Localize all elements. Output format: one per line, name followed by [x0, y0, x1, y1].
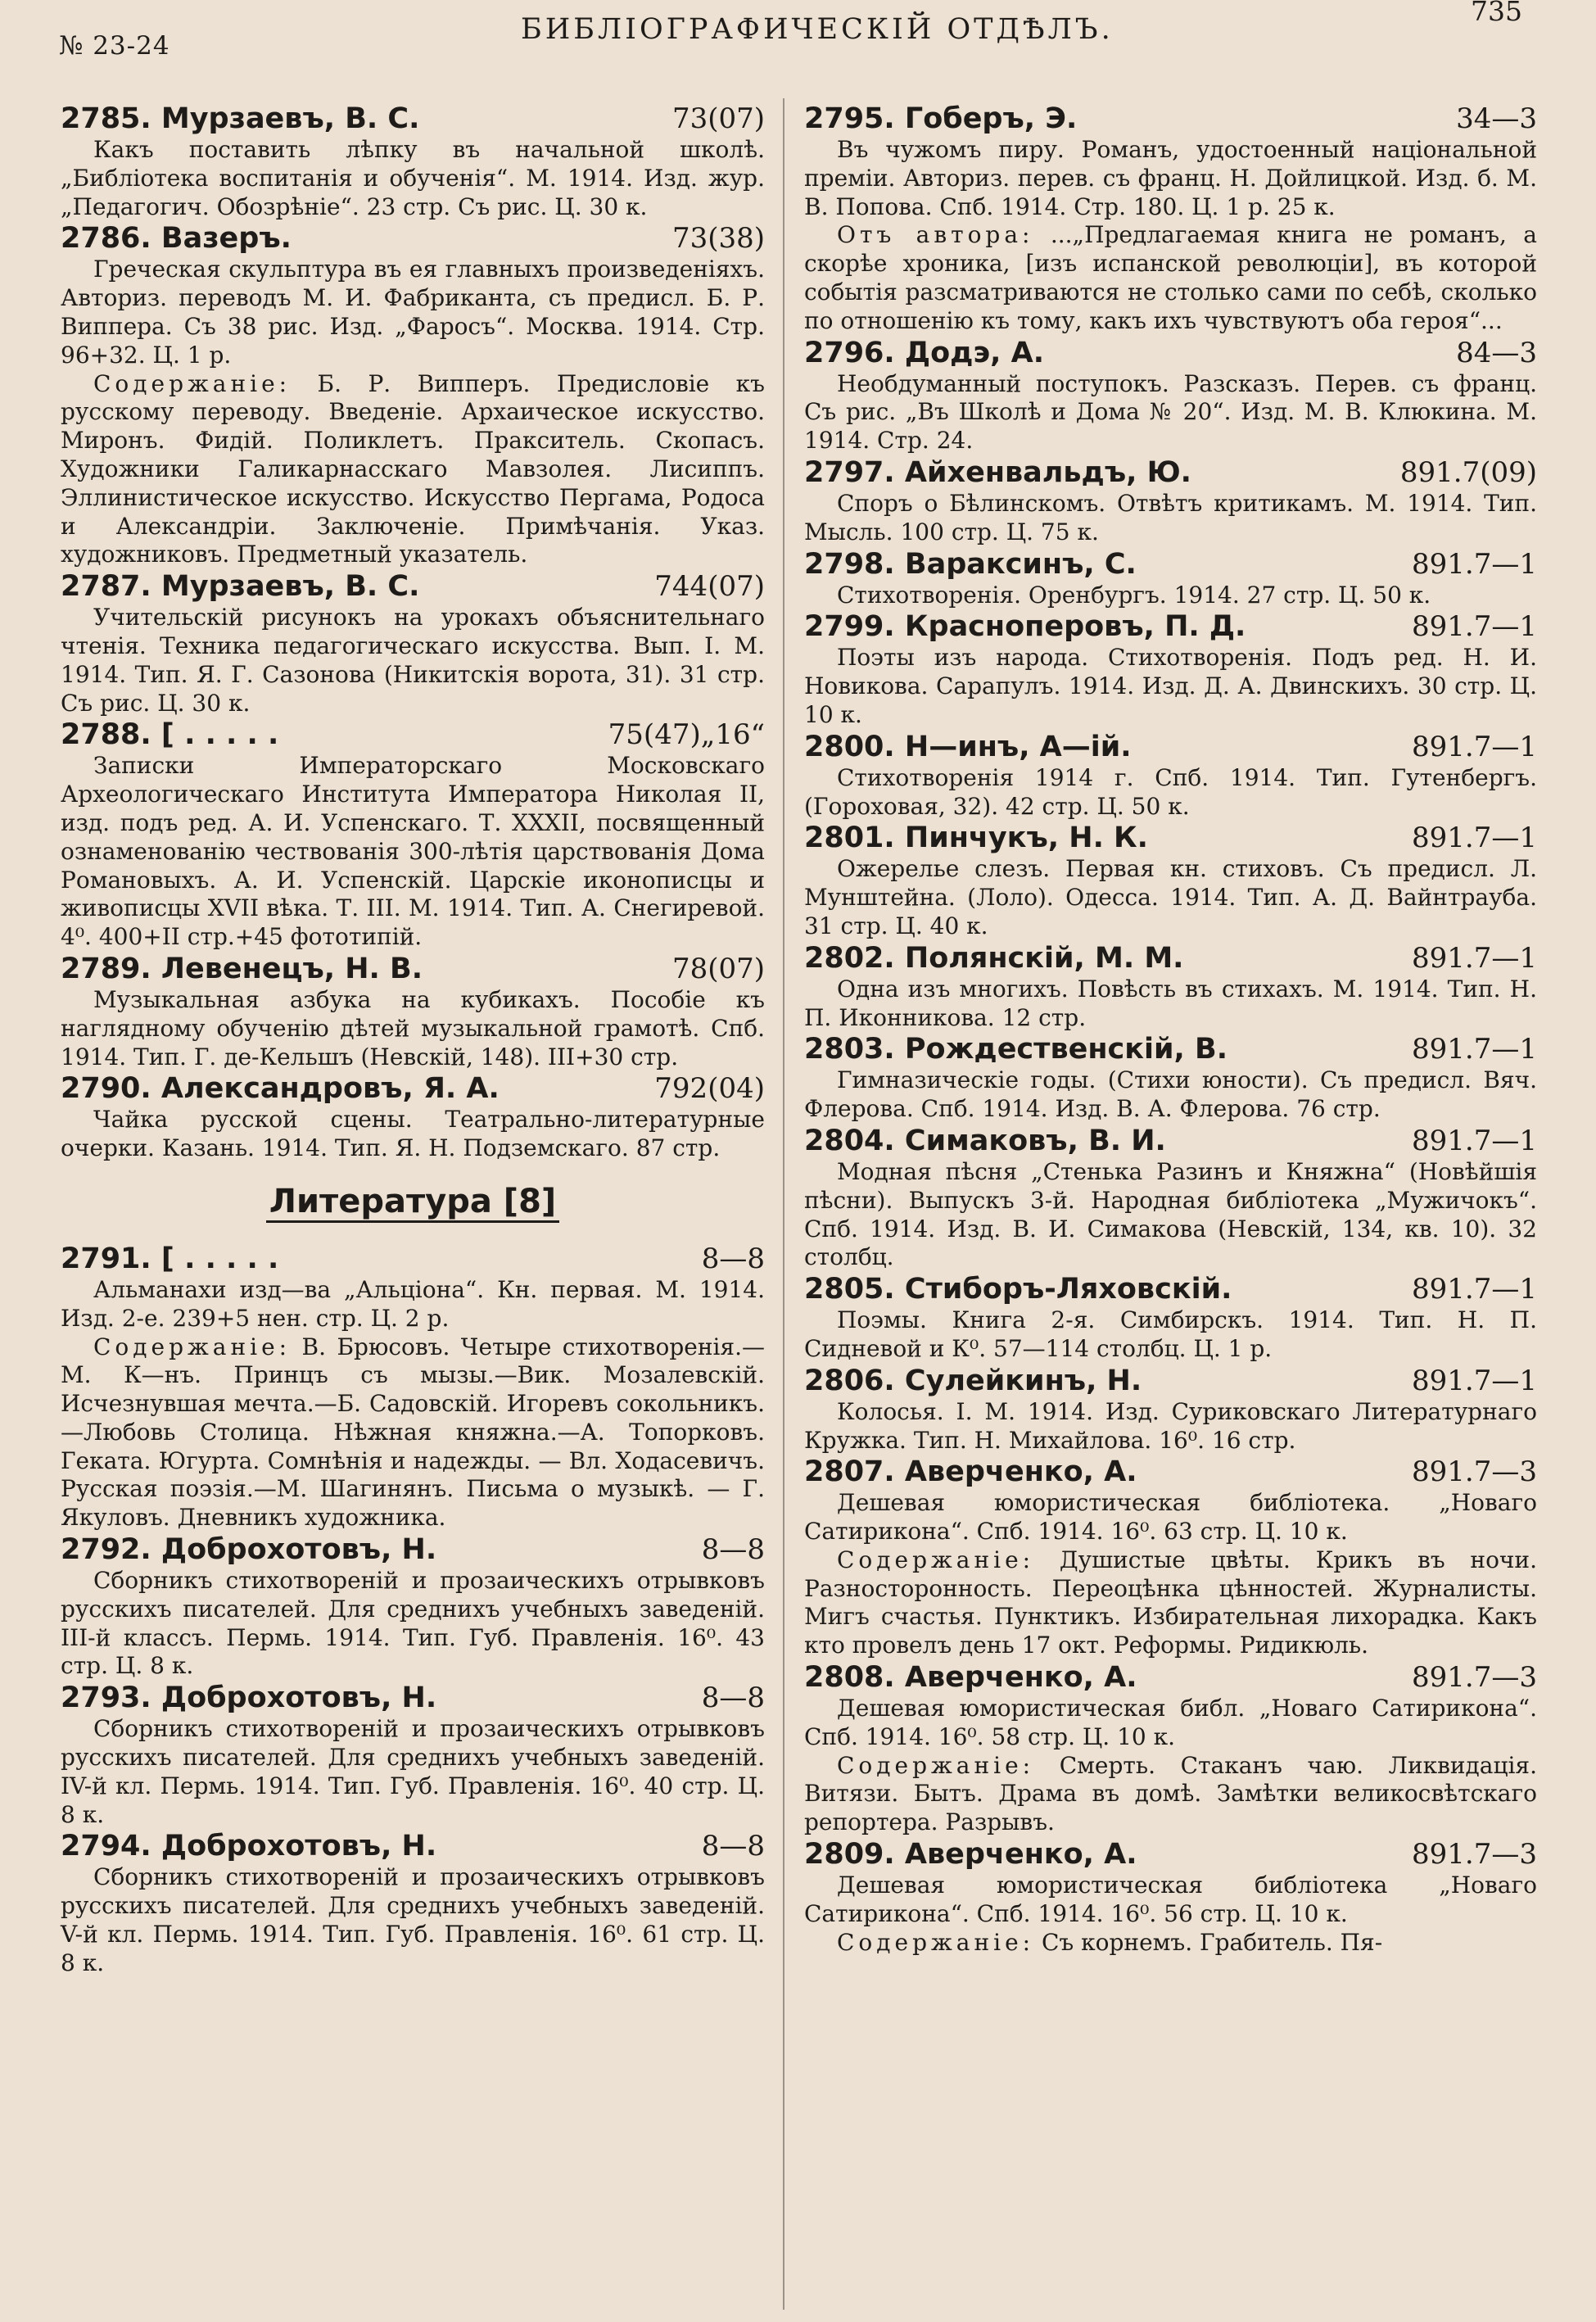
- bibliography-entry: [804, 1660, 1537, 1837]
- entry-heading: [804, 455, 1537, 490]
- entry-contents: [61, 370, 765, 570]
- bibliography-entry: [804, 1837, 1537, 1957]
- entry-classification: 8—8: [701, 1830, 765, 1863]
- entry-number: 2793.: [61, 1682, 151, 1715]
- entry-heading: [61, 952, 765, 986]
- bibliography-entry: [61, 717, 765, 952]
- entry-author: Пинчукъ, Н. К.: [904, 822, 1148, 855]
- entry-classification: 891.7—1: [1412, 1273, 1537, 1306]
- entry-title: [804, 102, 1077, 136]
- column-divider: [783, 98, 784, 2310]
- entry-author: Вараксинъ, С.: [904, 547, 1137, 581]
- left-entries: [61, 102, 765, 1163]
- entry-classification: 34—3: [1456, 102, 1537, 135]
- entry-heading: [61, 1071, 765, 1106]
- entry-number: 2808.: [804, 1661, 895, 1695]
- entry-author: [ . . . . .: [161, 718, 279, 752]
- entry-classification: 8—8: [701, 1533, 765, 1567]
- entry-number: 2801.: [804, 822, 895, 855]
- entry-description: Сборникъ стихотвореній и прозаическихъ отрывковъ русскихъ писателей. Для среднихъ учебныхъ заведеній. III-й классъ. Пермь. 1914. Тип. Губ. Правленія. 16⁰. 43 стр. Ц. 8 к.: [61, 1567, 765, 1680]
- entry-classification: 891.7—3: [1412, 1661, 1537, 1695]
- page-header: [0, 0, 1596, 66]
- entry-title: [804, 821, 1148, 855]
- entry-title: [804, 1837, 1137, 1872]
- entry-title: [61, 1242, 278, 1276]
- bibliography-entry: [61, 1071, 765, 1163]
- entry-number: 2790.: [61, 1072, 151, 1106]
- bibliography-entry: [804, 730, 1537, 822]
- entry-heading: [61, 569, 765, 604]
- entry-description: Гимназическіе годы. (Стихи юности). Съ предисл. Вяч. Флерова. Спб. 1914. Изд. В. А. Флерова. 76 стр.: [804, 1066, 1537, 1123]
- entry-classification: 891.7—1: [1412, 547, 1537, 581]
- entry-title: [61, 221, 292, 256]
- contents-text: Съ корнемъ. Грабитель. Пя-: [1042, 1928, 1383, 1956]
- entry-heading: [61, 1681, 765, 1715]
- bibliography-entry: [804, 547, 1537, 610]
- entry-heading: [804, 609, 1537, 644]
- entry-author: [ . . . . .: [161, 1242, 279, 1275]
- entry-number: 2794.: [61, 1830, 151, 1863]
- entry-title: [61, 952, 423, 986]
- entry-classification: 891.7—1: [1412, 822, 1537, 855]
- entry-classification: 891.7—1: [1412, 730, 1537, 763]
- entry-classification: 891.7—1: [1412, 941, 1537, 975]
- entry-classification: 891.7—1: [1412, 1364, 1537, 1397]
- entry-heading: [804, 1032, 1537, 1066]
- entry-title: [61, 1681, 436, 1715]
- right-entries: [804, 102, 1537, 1957]
- bibliography-entry: [61, 102, 765, 221]
- entry-title: [804, 730, 1132, 764]
- left-column: [61, 102, 765, 1978]
- bibliography-entry: [804, 609, 1537, 729]
- entry-description: Модная пѣсня „Стенька Разинъ и Княжна“ (Новѣйшія пѣсни). Выпускъ 3-й. Народная библіотека „Мужичокъ“. Спб. 1914. Изд. В. И. Симакова (Невскій, 134, кв. 10). 32 столбц.: [804, 1157, 1537, 1271]
- entry-author: Доброхотовъ, Н.: [161, 1533, 437, 1567]
- entry-heading: [61, 1829, 765, 1863]
- entry-heading: [804, 336, 1537, 370]
- entry-author: Вазеръ.: [161, 222, 292, 256]
- bibliography-entry: [804, 1455, 1537, 1660]
- entry-description: Греческая скульптура въ ея главныхъ произведеніяхъ. Авториз. переводъ М. И. Фабриканта, съ предисл. Б. Р. Виппера. Съ 38 рис. Изд. „Фаросъ“. Москва. 1914. Стр. 96+32. Ц. 1 р.: [61, 256, 765, 369]
- bibliography-entry: [61, 952, 765, 1071]
- entry-author: Симаковъ, В. И.: [904, 1124, 1166, 1157]
- entry-number: 2805.: [804, 1273, 895, 1306]
- entry-heading: [804, 1124, 1537, 1158]
- entry-number: 2796.: [804, 336, 895, 369]
- entry-heading: [804, 1272, 1537, 1306]
- entry-contents: [804, 1752, 1537, 1837]
- entry-author: Рождественскій, В.: [904, 1033, 1228, 1066]
- bibliography-entry: [804, 1272, 1537, 1364]
- entry-author: Аверченко, А.: [904, 1838, 1137, 1872]
- entry-heading: [804, 941, 1537, 975]
- contents-text: ...„Предлагаемая книга не романъ, а скорѣе хроника, [изъ испанской революціи], въ которой событія разсматриваются не столько сами по себѣ, сколько по отношенію къ тому, какъ ихъ чувствуютъ оба героя“...: [804, 221, 1537, 334]
- entry-title: [61, 1829, 436, 1863]
- entry-classification: 891.7—3: [1412, 1455, 1537, 1489]
- right-column: [804, 102, 1537, 1957]
- entry-description: Поэты изъ народа. Стихотворенія. Подъ ред. Н. И. Новикова. Сарапулъ. 1914. Изд. Д. А. Двинскихъ. 30 стр. Ц. 10 к.: [804, 644, 1537, 728]
- entry-classification: 744(07): [654, 570, 765, 604]
- bibliography-entry: [61, 1681, 765, 1829]
- entry-description: Чайка русской сцены. Театрально-литературные очерки. Казань. 1914. Тип. Я. Н. Подземскаго. 87 стр.: [61, 1106, 765, 1162]
- entry-description: Стихотворенія. Оренбургъ. 1914. 27 стр. Ц. 50 к.: [837, 581, 1431, 609]
- entry-classification: 73(38): [671, 222, 765, 256]
- entry-classification: 8—8: [701, 1242, 765, 1275]
- entry-heading: [61, 221, 765, 256]
- contents-text: В. Брюсовъ. Четыре стихотворенія.—М. К—нъ. Принцъ съ мызы.—Вик. Мозалевскій. Исчезнувшая мечта.—Б. Садовскій. Игоревъ сокольникъ.—Любовь Столица. Нѣжная княжна.—А. Топорковъ. Геката. Югурта. Сомнѣнія и надежды. — Вл. Ходасевичъ. Русская поэзія.—М. Шагинянъ. Письма о музыкѣ. — Г. Якуловъ. Дневникъ художника.: [61, 1333, 765, 1532]
- entry-number: 2797.: [804, 455, 895, 489]
- entry-title: [61, 717, 278, 752]
- entry-title: [804, 1032, 1228, 1066]
- entry-description: Ожерелье слезъ. Первая кн. стиховъ. Съ предисл. Л. Мунштейна. (Лоло). Одесса. 1914. Тип. А. Д. Вайнтрауба. 31 стр. Ц. 40 к.: [804, 855, 1537, 939]
- contents-label: Содержаніе:: [837, 1928, 1035, 1956]
- entry-author: Доброхотовъ, Н.: [161, 1830, 437, 1863]
- entry-author: Аверченко, А.: [904, 1661, 1137, 1695]
- entry-description: Споръ о Бѣлинскомъ. Отвѣтъ критикамъ. М. 1914. Тип. Мысль. 100 стр. Ц. 75 к.: [804, 489, 1537, 545]
- entry-author: Стиборъ-Ляховскій.: [904, 1273, 1232, 1306]
- entry-description: Дешевая юмористическая библіотека. „Новаго Сатирикона“. Спб. 1914. 16⁰. 63 стр. Ц. 10 к.: [804, 1489, 1537, 1546]
- entry-description: Учительскій рисунокъ на урокахъ объяснительнаго чтенія. Техника педагогическаго искусства. Вып. I. М. 1914. Тип. Я. Г. Сазонова (Никитскія ворота, 31). 31 стр. Съ рис. Ц. 30 к.: [61, 604, 765, 717]
- entry-number: 2785.: [61, 102, 151, 135]
- entry-author: Аверченко, А.: [904, 1455, 1137, 1489]
- entry-author: Мурзаевъ, В. С.: [161, 570, 420, 604]
- entry-description: Альманахи изд—ва „Альціона“. Кн. первая. М. 1914. Изд. 2-е. 239+5 нен. стр. Ц. 2 р.: [61, 1275, 765, 1332]
- bibliography-entry: [804, 455, 1537, 547]
- bibliography-entry: [804, 1032, 1537, 1124]
- entry-heading: [804, 821, 1537, 855]
- entry-author: Доброхотовъ, Н.: [161, 1682, 437, 1715]
- entry-author: Гоберъ, Э.: [904, 102, 1078, 135]
- entry-classification: 891.7—3: [1412, 1838, 1537, 1872]
- entry-author: Полянскій, М. М.: [904, 941, 1184, 975]
- contents-label: Содержаніе:: [837, 1546, 1035, 1573]
- entry-heading: [804, 1455, 1537, 1489]
- entry-number: 2792.: [61, 1533, 151, 1567]
- entry-description: Въ чужомъ пиру. Романъ, удостоенный національной преміи. Авториз. перев. съ франц. Н. Дойлицкой. Изд. б. М. В. Попова. Спб. 1914. Стр. 180. Ц. 1 р. 25 к.: [804, 136, 1537, 220]
- entry-title: [61, 1532, 436, 1567]
- entry-number: 2787.: [61, 570, 151, 604]
- bibliography-entry: [61, 1242, 765, 1532]
- entry-title: [804, 1364, 1142, 1398]
- entry-classification: 891.7—1: [1412, 610, 1537, 644]
- entry-author: Левенецъ, Н. В.: [161, 952, 423, 985]
- entry-heading: [804, 1660, 1537, 1695]
- entry-number: 2804.: [804, 1124, 895, 1157]
- entry-description: Записки Императорскаго Московскаго Археологическаго Института Императора Николая II, изд. подъ ред. А. И. Успенскаго. Т. XXXII, посвященный ознаменованію чествованія 300-лѣтія царствованія Дома Романовыхъ. А. И. Успенскій. Царскіе иконописцы и живописцы XVII вѣка. Т. III. М. 1914. Тип. А. Снегиревой. 4⁰. 400+II стр.+45 фототипій.: [61, 752, 765, 951]
- entry-classification: 8—8: [701, 1682, 765, 1715]
- entry-heading: [804, 102, 1537, 136]
- section-heading-text: Литература [8]: [266, 1183, 559, 1223]
- entry-author: Н—инъ, А—ій.: [904, 730, 1132, 763]
- entry-title: [804, 455, 1191, 490]
- section-title: БИБЛІОГРАФИЧЕСКІЙ ОТДѢЛЪ.: [521, 13, 1114, 46]
- contents-label: Отъ автора:: [837, 221, 1034, 249]
- entry-author: Сулейкинъ, Н.: [904, 1364, 1142, 1397]
- entry-classification: 75(47)„16“: [608, 718, 765, 752]
- entry-description: Колосья. I. М. 1914. Изд. Суриковскаго Литературнаго Кружка. Тип. Н. Михайлова. 16⁰. 16 стр.: [804, 1397, 1537, 1454]
- entry-title: [804, 547, 1137, 582]
- entry-description: Сборникъ стихотвореній и прозаическихъ отрывковъ русскихъ писателей. Для среднихъ учебныхъ заведеній. V-й кл. Пермь. 1914. Тип. Губ. Правленія. 16⁰. 61 стр. Ц. 8 к.: [61, 1863, 765, 1976]
- contents-label: Содержаніе:: [837, 1751, 1035, 1779]
- entry-number: 2800.: [804, 730, 895, 763]
- bibliography-entry: [61, 569, 765, 717]
- bibliography-entry: [804, 1364, 1537, 1455]
- entry-description: Музыкальная азбука на кубикахъ. Пособіе къ наглядному обученію дѣтей музыкальной грамотѣ. Спб. 1914. Тип. Г. де-Кельшъ (Невскій, 148). III+30 стр.: [61, 985, 765, 1070]
- entry-number: 2807.: [804, 1455, 895, 1489]
- entry-description: Поэмы. Книга 2-я. Симбирскъ. 1914. Тип. Н. П. Сидневой и К⁰. 57—114 столбц. Ц. 1 р.: [804, 1306, 1537, 1362]
- bibliography-entry: [804, 941, 1537, 1033]
- contents-text: Смерть. Стаканъ чаю. Ликвидація. Витязи. Бытъ. Драма въ домѣ. Замѣтки великосвѣтскаго репортера. Разрывъ.: [804, 1751, 1537, 1836]
- entry-classification: 891.7—1: [1412, 1124, 1537, 1157]
- entry-heading: [61, 717, 765, 752]
- bibliography-entry: [804, 336, 1537, 455]
- entry-description: Необдуманный поступокъ. Разсказъ. Перев. съ франц. Съ рис. „Въ Школѣ и Дома № 20“. Изд. М. В. Клюкина. М. 1914. Стр. 24.: [804, 369, 1537, 455]
- entry-heading: [804, 547, 1537, 582]
- bibliography-entry: [61, 221, 765, 569]
- entry-heading: [804, 1837, 1537, 1872]
- bibliography-entry: [61, 1532, 765, 1681]
- entry-classification: 891.7(09): [1399, 455, 1537, 489]
- entry-classification: 84—3: [1456, 336, 1537, 369]
- entry-description: Стихотворенія 1914 г. Спб. 1914. Тип. Гутенбергъ. (Гороховая, 32). 42 стр. Ц. 50 к.: [804, 763, 1537, 820]
- entry-classification: 792(04): [654, 1072, 765, 1106]
- contents-text: Душистые цвѣты. Крикъ въ ночи. Разносторонность. Переоцѣнка цѣнностей. Журналисты. Мигъ счастья. Пунктикъ. Избирательная лихорадка. Какъ кто провелъ день 17 окт. Реформы. Ридикюль.: [804, 1546, 1537, 1659]
- entry-title: [804, 1124, 1166, 1158]
- entry-title: [804, 1272, 1232, 1306]
- entry-heading: [61, 102, 765, 136]
- entry-heading: [61, 1532, 765, 1567]
- bibliography-entry: [804, 1124, 1537, 1272]
- entry-contents: [804, 1546, 1537, 1660]
- entry-description: Дешевая юмористическая библіотека „Новаго Сатирикона“. Спб. 1914. 16⁰. 56 стр. Ц. 10 к.: [804, 1872, 1537, 1927]
- entry-title: [804, 336, 1044, 370]
- entry-heading: [804, 1364, 1537, 1398]
- entry-number: 2789.: [61, 952, 151, 985]
- entry-classification: 73(07): [671, 102, 765, 135]
- entry-classification: 891.7—1: [1412, 1033, 1537, 1066]
- entry-author: Александровъ, Я. А.: [161, 1072, 500, 1106]
- page-number: 735: [1471, 0, 1522, 27]
- entry-heading: [804, 730, 1537, 764]
- bibliography-entry: [804, 102, 1537, 336]
- entry-description: Какъ поставить лѣпку въ начальной школѣ. „Библіотека воспитанія и обученія“. М. 1914. Изд. жур. „Педагогич. Обозрѣніе“. 23 стр. Съ рис. Ц. 30 к.: [61, 136, 765, 220]
- entry-number: 2791.: [61, 1242, 151, 1275]
- entry-description: Дешевая юмористическая библ. „Новаго Сатирикона“. Спб. 1914. 16⁰. 58 стр. Ц. 10 к.: [804, 1695, 1537, 1750]
- contents-label: Содержаніе:: [93, 369, 292, 397]
- entry-description: Одна изъ многихъ. Повѣсть въ стихахъ. М. 1914. Тип. Н. П. Иконникова. 12 стр.: [804, 975, 1537, 1031]
- entry-classification: 78(07): [671, 952, 765, 985]
- entry-title: [804, 1455, 1137, 1489]
- entry-number: 2798.: [804, 547, 895, 581]
- issue-number: № 23-24: [59, 31, 170, 61]
- bibliography-entry: [804, 821, 1537, 940]
- entry-title: [804, 941, 1183, 975]
- section-heading: [61, 1181, 765, 1222]
- entry-author: Красноперовъ, П. Д.: [904, 610, 1246, 644]
- entry-author: Додэ, А.: [904, 336, 1045, 369]
- entry-title: [61, 1071, 500, 1106]
- entry-number: 2806.: [804, 1364, 895, 1397]
- entry-number: 2788.: [61, 718, 151, 752]
- entry-number: 2799.: [804, 610, 895, 644]
- entry-author: Айхенвальдъ, Ю.: [904, 455, 1191, 489]
- entry-number: 2803.: [804, 1033, 895, 1066]
- entry-heading: [61, 1242, 765, 1276]
- entry-author: Мурзаевъ, В. С.: [161, 102, 420, 135]
- entry-number: 2786.: [61, 222, 151, 256]
- entry-title: [804, 1660, 1137, 1695]
- entry-contents: [804, 221, 1537, 335]
- left-entries-literature: [61, 1242, 765, 1978]
- entry-contents: [61, 1333, 765, 1533]
- entry-title: [61, 102, 419, 136]
- entry-number: 2795.: [804, 102, 895, 135]
- entry-description: Сборникъ стихотвореній и прозаическихъ отрывковъ русскихъ писателей. Для среднихъ учебныхъ заведеній. IV-й кл. Пермь. 1914. Тип. Губ. Правленія. 16⁰. 40 стр. Ц. 8 к.: [61, 1715, 765, 1828]
- entry-contents: [804, 1929, 1537, 1958]
- entry-number: 2809.: [804, 1838, 895, 1872]
- contents-text: Б. Р. Випперъ. Предисловіе къ русскому переводу. Введеніе. Архаическое искусство. Миронъ. Фидій. Поликлетъ. Пракситель. Скопасъ. Художники Галикарнасскаго Мавзолея. Лисиппъ. Эллинистическое искусство. Искусство Пергама, Родоса и Александріи. Заключеніе. Примѣчанія. Указ. художниковъ. Предметный указатель.: [61, 369, 765, 568]
- contents-label: Содержаніе:: [93, 1333, 292, 1360]
- entry-title: [61, 569, 419, 604]
- bibliography-entry: [61, 1829, 765, 1977]
- entry-title: [804, 609, 1246, 644]
- entry-number: 2802.: [804, 941, 895, 975]
